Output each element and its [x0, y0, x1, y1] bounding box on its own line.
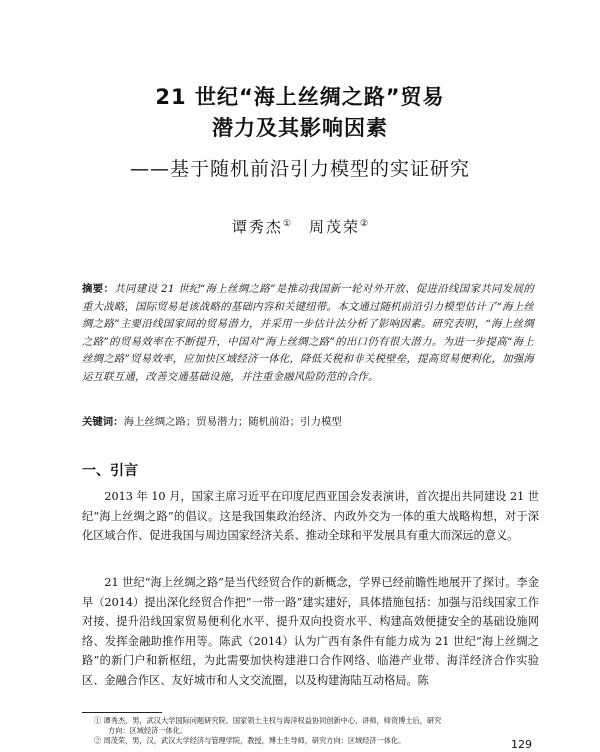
abstract-text: 共同建设 21 世纪“海上丝绸之路”是推动我国新一轮对外开放、促进沿线国家共同发展的重大战略，国际贸易是该战略的基础内容和关键纽带。本文通过随机前沿引力模型估计了“海上丝绸之路”主要沿线国家间的贸易潜力，并采用一步估计法分析了影响因素。研究表明，“海上丝绸之路”的贸易效率在不断提升，中国对“海上丝绸之路”的出口仍有很大潜力。为进一步提高“海上丝绸之路”贸易效率，应加快区域经济一体化，降低关税和非关税壁垒，提高贸易便利化，加强海运互联互通，改善交通基础设施，并注重金融风险防范的合作。: [82, 283, 534, 383]
footnote-1: ① 谭秀杰，男，武汉大学国际问题研究院、国家领土主权与海洋权益协同创新中心，讲师，师资博士后，研究: [94, 716, 442, 725]
footnote-divider: [82, 712, 162, 713]
author-2-footnote-mark: ②: [360, 219, 369, 229]
title-line-2: 潜力及其影响因素: [212, 116, 388, 140]
author-1-footnote-mark: ①: [282, 219, 291, 229]
section-heading-introduction: 一、引言: [82, 463, 138, 479]
keywords-text: 海上丝绸之路；贸易潜力；随机前沿；引力模型: [123, 416, 342, 428]
keywords: [82, 414, 534, 431]
footnote-2: ② 周茂荣，男，汉，武汉大学经济与管理学院，教授，博士生导师，研究方向：区域经济一体化。: [94, 736, 406, 746]
subtitle: ——基于随机前沿引力模型的实证研究: [129, 158, 470, 180]
author-2: 周茂荣: [309, 218, 361, 236]
body-paragraph-2: 21 世纪“海上丝绸之路”是当代经贸合作的新概念，学界已经前瞻性地展开了探讨。李金早（2014）提出深化经贸合作把“一带一路”建实建好，具体措施包括：加强与沿线国家工作对接、提升沿线国家贸易便利化水平、提升双向投资水平、构建高效便捷安全的基础设施网络、发挥金融助推作用等。陈武（2014）认为广西有条件有能力成为 21 世纪“海上丝绸之路”的新门户和新枢纽，为此需要加快构建港口合作网络、临港产业带、海洋经济合作实验区、金融合作区、友好城市和人文交流圈，以及构建海陆互动格局。陈: [82, 576, 539, 687]
authors: [0, 216, 600, 237]
footnotes: [94, 716, 541, 747]
body-paragraph-1: 2013 年 10 月，国家主席习近平在印度尼西亚国会发表演讲，首次提出共同建设 21 世纪“海上丝绸之路”的倡议。这是我国集政治经济、内政外交为一体的重大战略构想，对于深化区域合作、促进我国与周边国家经济关系、推动全球和平发展具有重大而深远的意义。: [82, 490, 539, 543]
keywords-label: 关键词：: [82, 416, 124, 428]
abstract-label: 摘要：: [82, 283, 115, 295]
title-line-1: 21 世纪“海上丝绸之路”贸易: [155, 85, 445, 109]
author-1: 谭秀杰: [231, 218, 283, 236]
abstract: [82, 281, 534, 387]
page-number: 129: [511, 738, 532, 751]
footnote-1-continued: 方向：区域经济一体化。: [108, 726, 188, 736]
